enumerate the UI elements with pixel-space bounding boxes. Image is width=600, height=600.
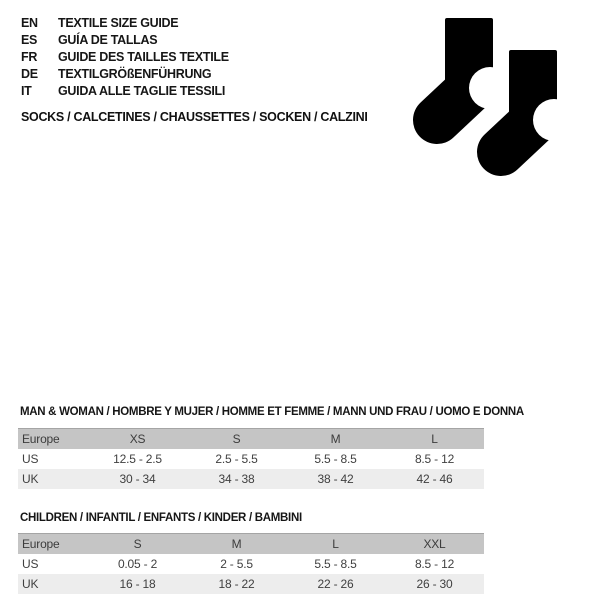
size-value: 16 - 18 xyxy=(119,576,156,591)
size-value: 34 - 38 xyxy=(218,471,255,486)
row-label: UK xyxy=(22,471,39,486)
size-value: 5.5 - 8.5 xyxy=(314,556,357,571)
table-body xyxy=(18,554,484,594)
size-value: 0.05 - 2 xyxy=(117,556,158,571)
column-header-size: L xyxy=(431,431,438,446)
column-header-region: Europe xyxy=(22,431,60,446)
language-row-fr xyxy=(21,49,229,66)
children-size-table xyxy=(18,533,484,594)
man-woman-table-block xyxy=(18,405,524,489)
size-value: 30 - 34 xyxy=(119,471,156,486)
table-title: CHILDREN / INFANTIL / ENFANTS / KINDER / BAMBINI xyxy=(20,512,302,524)
size-value: 26 - 30 xyxy=(416,576,453,591)
table-row-us xyxy=(18,449,484,469)
column-header-size: S xyxy=(133,536,142,551)
column-header-size: XXL xyxy=(423,536,446,551)
size-value: 5.5 - 8.5 xyxy=(314,451,357,466)
language-list xyxy=(21,15,229,100)
language-label: GUIDE DES TAILLES TEXTILE xyxy=(58,50,229,64)
size-value: 2 - 5.5 xyxy=(220,556,253,571)
language-row-en xyxy=(21,15,229,32)
column-header-size: L xyxy=(332,536,339,551)
socks-icon xyxy=(400,12,590,190)
table-title: MAN & WOMAN / HOMBRE Y MUJER / HOMME ET FEMME / MANN UND FRAU / UOMO E DONNA xyxy=(20,406,524,418)
language-code: DE xyxy=(21,67,38,81)
sock-foot xyxy=(501,122,533,152)
size-value: 42 - 46 xyxy=(416,471,453,486)
language-row-it xyxy=(21,83,229,100)
children-table-block xyxy=(18,511,484,594)
row-label: US xyxy=(22,451,39,466)
man-woman-size-table xyxy=(18,428,484,489)
sock-foot xyxy=(437,90,469,120)
language-row-es xyxy=(21,32,229,49)
sock-front xyxy=(501,50,575,152)
column-header-region: Europe xyxy=(22,536,60,551)
language-row-de xyxy=(21,66,229,83)
table-row-us xyxy=(18,554,484,574)
size-value: 8.5 - 12 xyxy=(414,556,455,571)
language-label: GUIDA ALLE TAGLIE TESSILI xyxy=(58,84,226,98)
row-label: UK xyxy=(22,576,39,591)
column-header-size: M xyxy=(330,431,341,446)
column-header-size: XS xyxy=(129,431,146,446)
table-body xyxy=(18,449,484,489)
language-code: FR xyxy=(21,50,38,64)
language-label: TEXTILGRÖßENFÜHRUNG xyxy=(58,67,212,81)
table-head xyxy=(18,429,484,449)
header-row xyxy=(18,429,484,449)
language-label: TEXTILE SIZE GUIDE xyxy=(58,16,179,30)
column-header-size: S xyxy=(232,431,241,446)
table-head xyxy=(18,534,484,554)
socks-icon-svg xyxy=(400,12,590,190)
sock-back xyxy=(437,18,511,120)
size-value: 2.5 - 5.5 xyxy=(215,451,258,466)
sock-heel-cutout xyxy=(469,67,511,109)
category-title: SOCKS / CALCETINES / CHAUSSETTES / SOCKEN / CALZINI xyxy=(21,110,368,124)
size-value: 22 - 26 xyxy=(317,576,354,591)
size-value: 8.5 - 12 xyxy=(414,451,455,466)
language-label: GUÍA DE TALLAS xyxy=(58,33,158,47)
row-label: US xyxy=(22,556,39,571)
column-header-size: M xyxy=(231,536,242,551)
size-value: 38 - 42 xyxy=(317,471,354,486)
language-code: EN xyxy=(21,16,38,30)
language-code: IT xyxy=(21,84,32,98)
table-row-uk xyxy=(18,574,484,594)
language-code: ES xyxy=(21,33,38,47)
header-row xyxy=(18,534,484,554)
sock-heel-cutout xyxy=(533,99,575,141)
size-value: 18 - 22 xyxy=(218,576,255,591)
size-value: 12.5 - 2.5 xyxy=(113,451,162,466)
table-row-uk xyxy=(18,469,484,489)
